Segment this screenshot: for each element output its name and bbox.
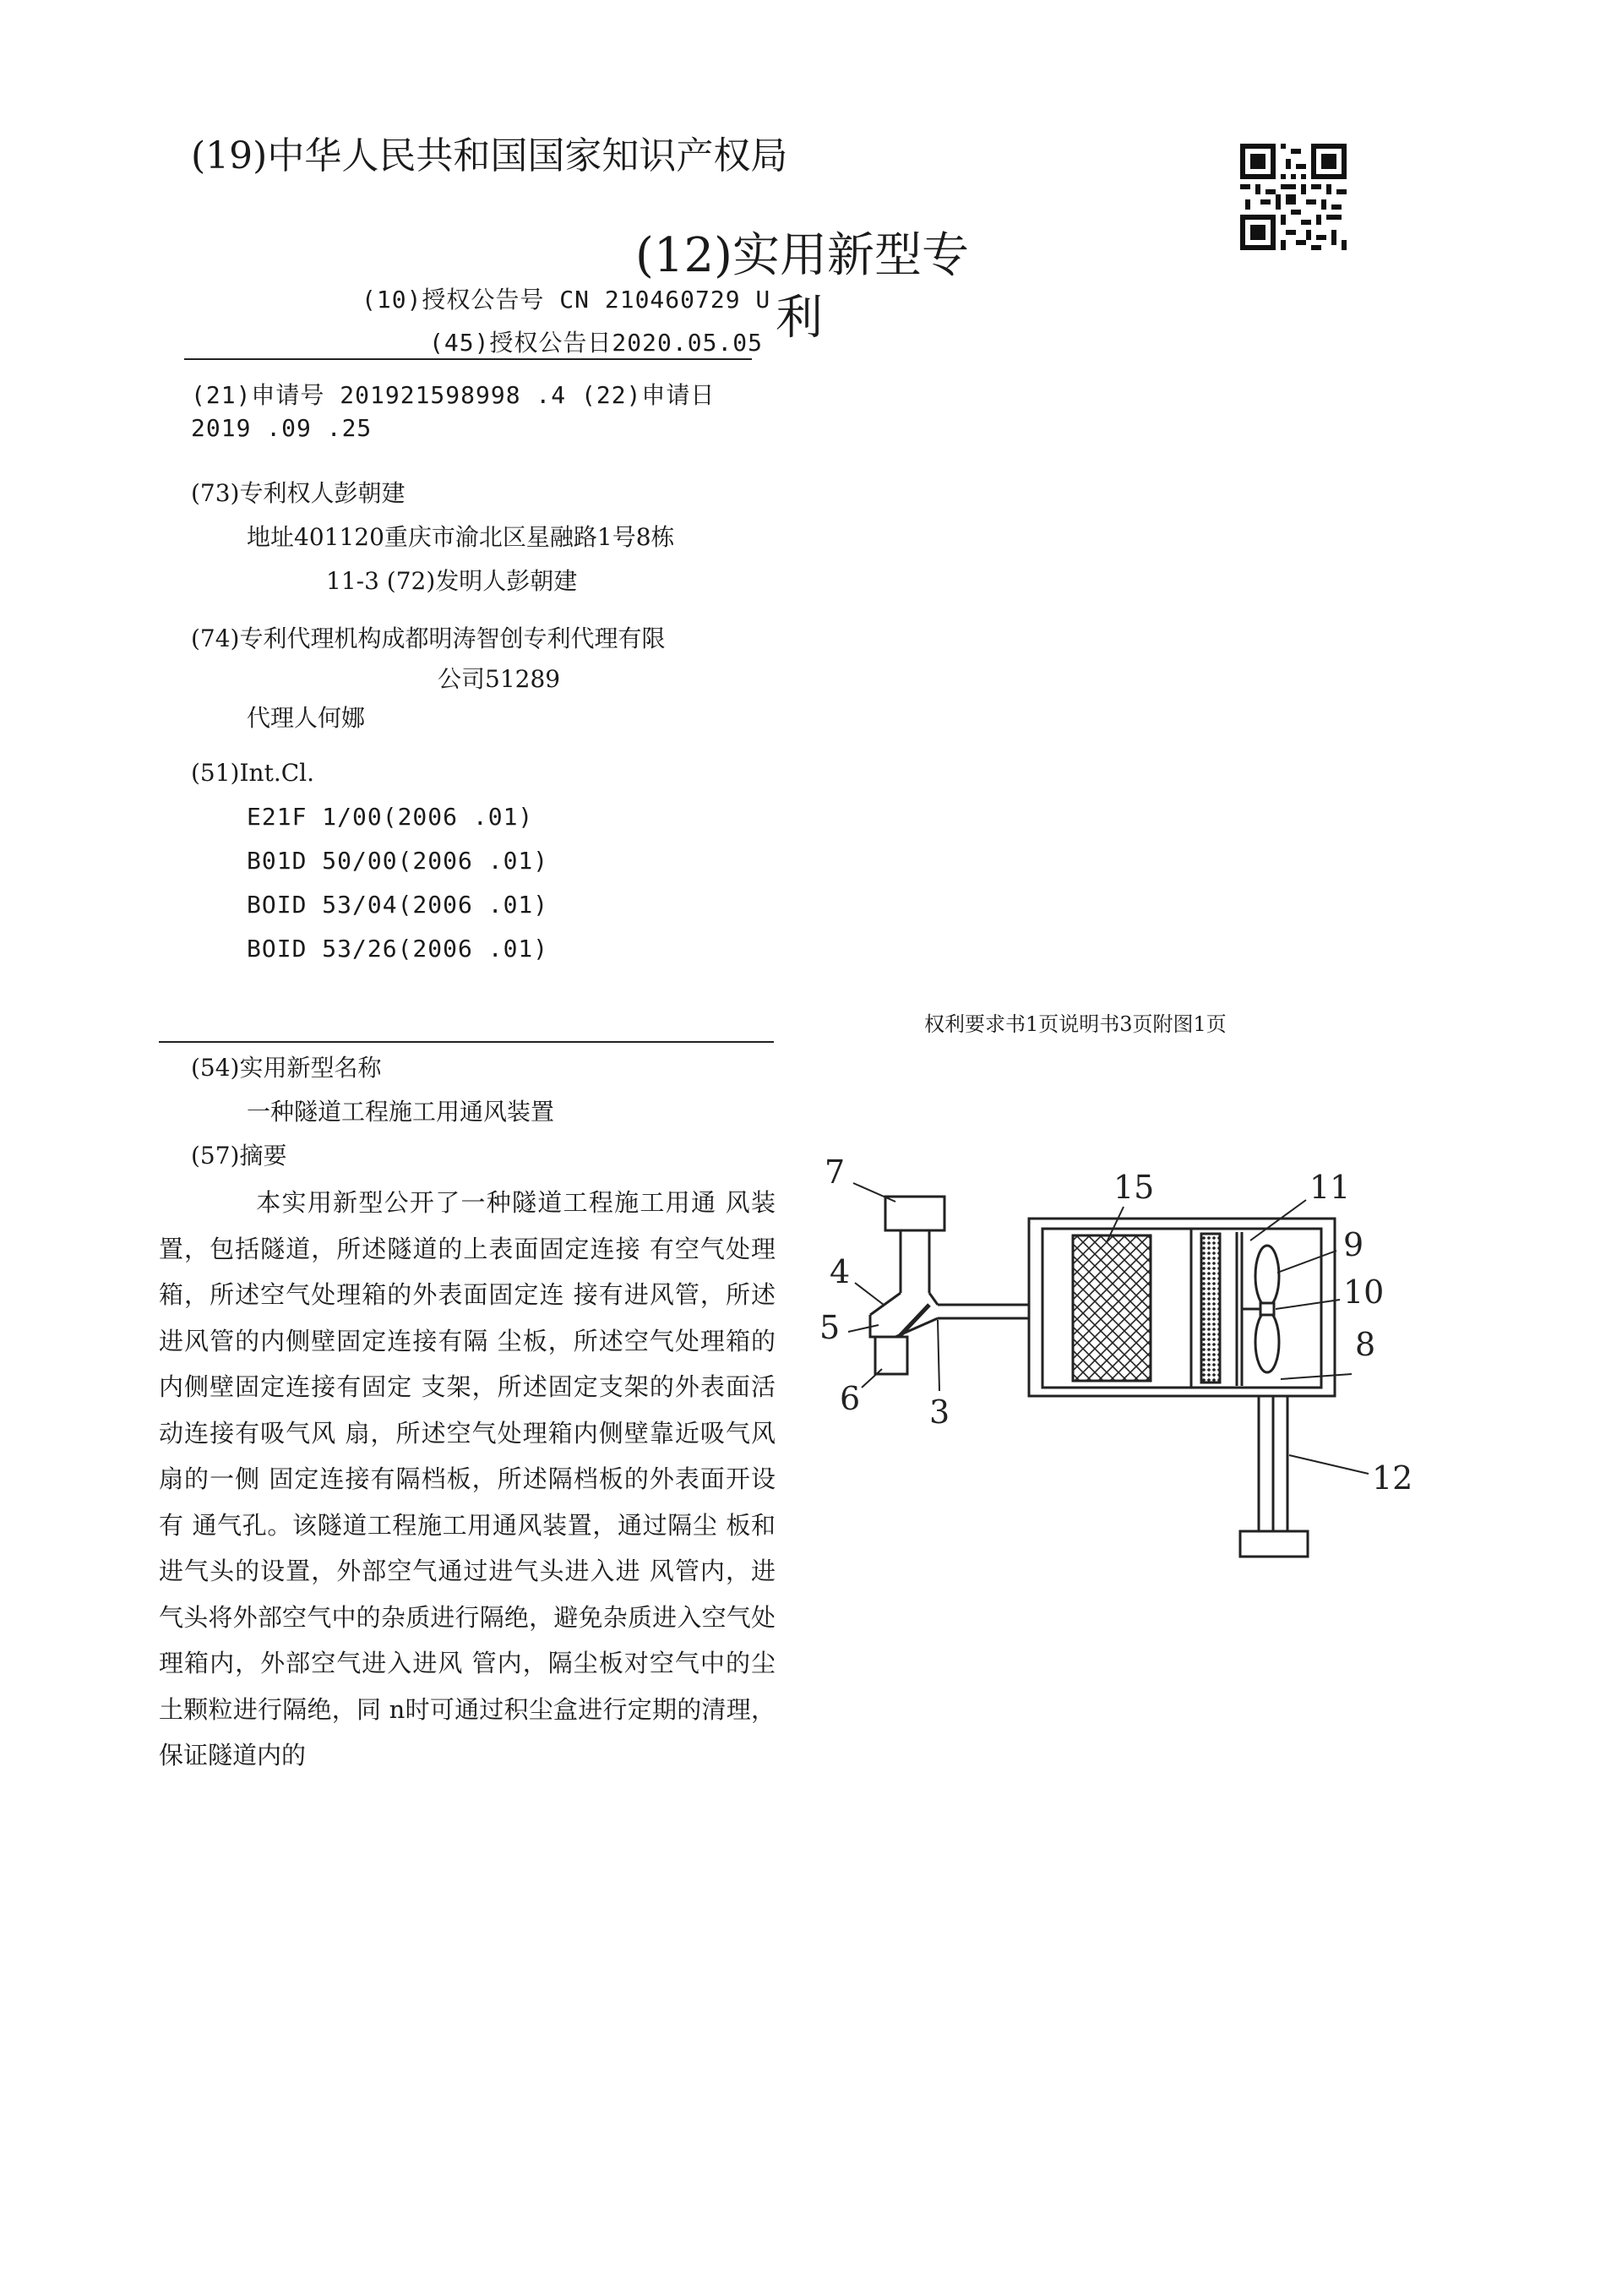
figure-label: 11 xyxy=(1309,1169,1351,1206)
figure-label: 7 xyxy=(825,1153,846,1191)
abstract-text xyxy=(159,1180,776,1779)
patentee: (73)专利权人彭朝建 xyxy=(191,479,406,507)
address-line-1: 地址401120重庆市渝北区星融路1号8栋 xyxy=(247,523,675,551)
int-cl-entry: B01D 50/00(2006 .01) xyxy=(247,847,549,875)
publication-number: (10)授权公告号 CN 210460729 U xyxy=(362,286,771,314)
qr-code xyxy=(1240,144,1347,250)
outlet-base xyxy=(1240,1531,1308,1557)
utility-model-title-label: (54)实用新型名称 xyxy=(191,1054,382,1082)
fan-blade-upper xyxy=(1255,1246,1279,1306)
fan-hub xyxy=(1260,1303,1274,1315)
int-cl-entry: BOID 53/04(2006 .01) xyxy=(247,891,549,919)
patent-agent: 代理人何娜 xyxy=(247,704,366,732)
filter-block xyxy=(1073,1235,1151,1381)
issuing-office: (19)中华人民共和国国家知识产权局 xyxy=(191,134,788,177)
figure-label: 5 xyxy=(819,1309,841,1346)
abstract-label: (57)摘要 xyxy=(191,1142,287,1170)
device-figure xyxy=(811,1124,1453,1597)
utility-model-title: 一种隧道工程施工用通风装置 xyxy=(247,1098,555,1126)
int-cl-label: (51)Int.Cl. xyxy=(191,759,315,787)
abstract-body: 本实用新型公开了一种隧道工程施工用通 风装置，包括隧道，所述隧道的上表面固定连接 有空气处理箱，所述空气处理箱的外表面固定连 接有进风管，所述进风管的内侧壁固定连接有隔 尘板，所述空气处理箱的内侧壁固定连接有固定 支架，所述固定支架的外表面活动连接有吸气风 扇，所述空气处理箱内侧壁靠近吸气风扇的一侧 固定连接有隔档板，所述隔档板的外表面开设有 通气孔。该隧道工程施工用通风装置，通过隔尘 板和进气头的设置，外部空气通过进气头进入进 风管内，进气头将外部空气中的杂质进行隔绝，避免杂质进入空气处理箱内，外部空气进入进风 管内，隔尘板对空气中的尘土颗粒进行隔绝，同 n时可通过积尘盒进行定期的清理，保证隧道内的 xyxy=(159,1188,776,1770)
application-number: (21)申请号 201921598998 .4 (22)申请日 xyxy=(191,381,716,409)
int-cl-entry: E21F 1/00(2006 .01) xyxy=(247,803,534,831)
int-cl-entry: BOID 53/26(2006 .01) xyxy=(247,935,549,963)
baffle-plate xyxy=(1201,1234,1220,1383)
section-divider xyxy=(159,1041,774,1043)
document-type: (12)实用新型专 xyxy=(635,228,969,283)
dust-plate xyxy=(899,1305,929,1337)
figure-label: 3 xyxy=(929,1393,950,1431)
patent-agency-code: 公司51289 xyxy=(438,665,561,693)
document-type-continued: 利 xyxy=(776,291,823,346)
header-divider xyxy=(184,358,752,360)
address-inventor-line: 11-3 (72)发明人彭朝建 xyxy=(326,567,578,595)
dust-box xyxy=(875,1337,907,1374)
page-count-summary: 权利要求书1页说明书3页附图1页 xyxy=(924,1012,1227,1036)
figure-label: 15 xyxy=(1113,1169,1155,1206)
fan-blade-lower xyxy=(1255,1312,1279,1372)
application-date: 2019 .09 .25 xyxy=(191,414,373,442)
figure-label: 6 xyxy=(840,1380,861,1417)
figure-label: 8 xyxy=(1355,1326,1376,1363)
figure-label: 10 xyxy=(1343,1273,1385,1311)
patent-agency: (74)专利代理机构成都明涛智创专利代理有限 xyxy=(191,624,666,652)
figure-label: 12 xyxy=(1372,1459,1413,1497)
figure-label: 9 xyxy=(1343,1226,1364,1263)
figure-label: 4 xyxy=(830,1253,851,1290)
publication-date: (45)授权公告日2020.05.05 xyxy=(429,329,764,357)
